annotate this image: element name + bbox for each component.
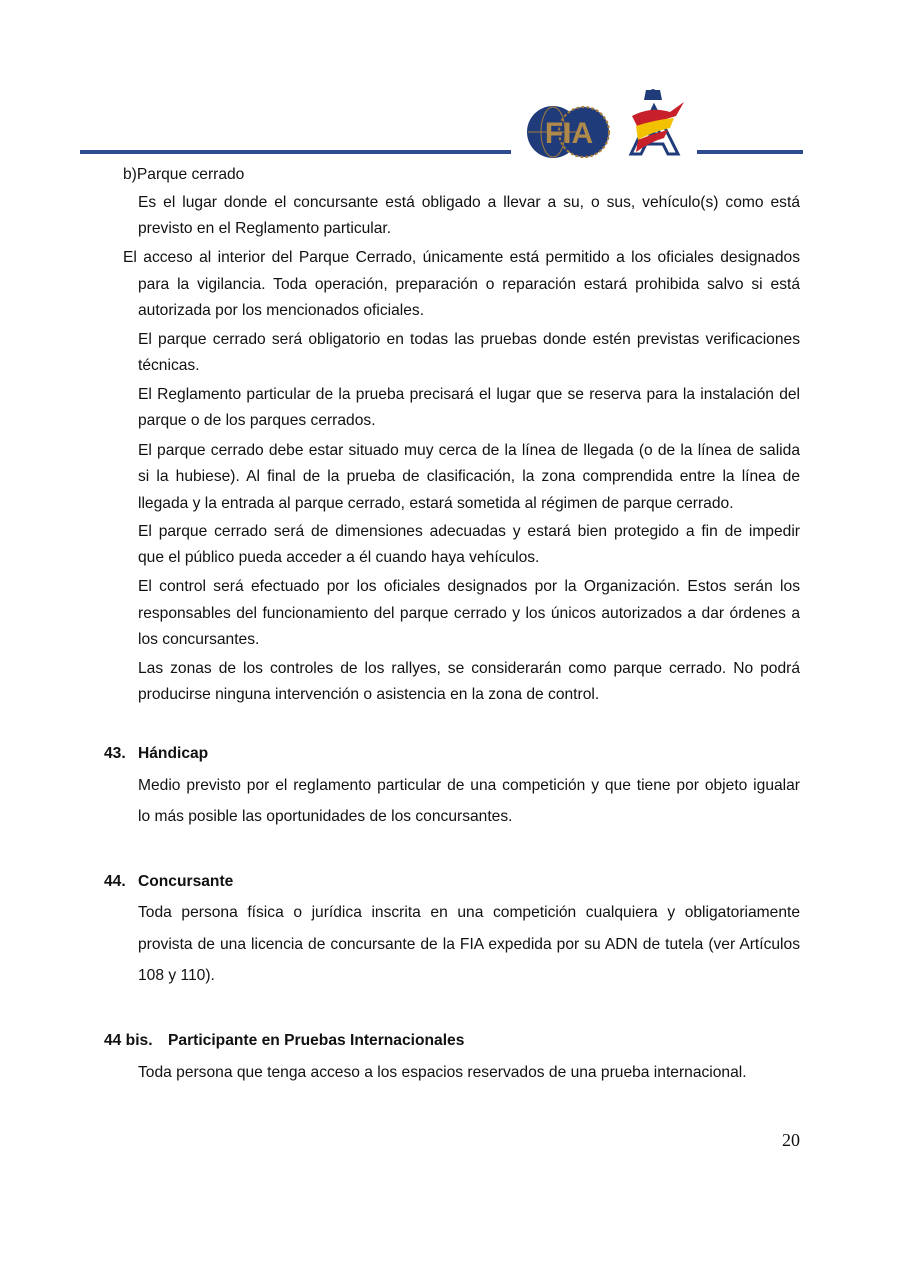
text-line: para la vigilancia. Toda operación, preparación o reparación estará prohibida salvo si está [138,276,800,293]
text-line: El control será efectuado por los oficiales designados por la Organización. Estos serán los [138,578,800,595]
text-line: El parque cerrado será obligatorio en todas las pruebas donde estén previstas verificaciones [138,331,800,348]
text-line: producirse ninguna intervención o asistencia en la zona de control. [138,686,600,703]
text-line: llegada y la entrada al parque cerrado, estará sometida al régimen de parque cerrado. [138,495,734,512]
text-line: El Reglamento particular de la prueba precisará el lugar que se reserva para la instalación del [138,386,800,403]
text-line: técnicas. [138,357,200,374]
section-heading: Participante en Pruebas Internacionales [168,1032,465,1049]
svg-text:FIA: FIA [544,117,594,150]
text-line: provista de una licencia de concursante de la FIA expedida por su ADN de tutela (ver Artículos [138,936,800,953]
section-heading: Hándicap [138,745,209,762]
text-line: autorizada por los mencionados oficiales. [138,302,425,319]
text-line: 108 y 110). [138,967,215,984]
text-line: previsto en el Reglamento particular. [138,220,392,237]
text-line: los concursantes. [138,631,260,648]
text-line: Toda persona que tenga acceso a los espacios reservados de una prueba internacional. [138,1064,747,1081]
page-number: 20 [782,1130,800,1150]
rfeda-logo [626,88,688,158]
text-line: si la hubiese). Al final de la prueba de clasificación, la zona comprendida entre la línea de [138,468,800,485]
text-line: Toda persona física o jurídica inscrita en una competición cualquiera y obligatoriamente [138,904,800,921]
text-line: El parque cerrado debe estar situado muy cerca de la línea de llegada (o de la línea de salida [138,442,800,459]
section-number: 44. [104,873,126,890]
text-line: El parque cerrado será de dimensiones adecuadas y estará bien protegido a fin de impedir [138,523,800,540]
text-line: b)Parque cerrado [123,166,245,183]
text-line: Las zonas de los controles de los rallyes, se considerarán como parque cerrado. No podrá [138,660,800,677]
section-number: 44 bis. [104,1032,153,1049]
text-line: El acceso al interior del Parque Cerrado, únicamente está permitido a los oficiales designados [123,249,800,266]
header-rule-right [697,150,803,154]
text-line: que el público pueda acceder a él cuando haya vehículos. [138,549,540,566]
text-line: parque o de los parques cerrados. [138,412,376,429]
text-line: Medio previsto por el reglamento particular de una competición y que tiene por objeto igualar [138,777,800,794]
text-line: Es el lugar donde el concursante está obligado a llevar a su, o sus, vehículo(s) como está [138,194,800,211]
header-rule-left [80,150,511,154]
text-line: responsables del funcionamiento del parque cerrado y los únicos autorizados a dar órdenes a [138,605,800,622]
fia-logo [527,103,611,161]
section-heading: Concursante [138,873,234,890]
section-number: 43. [104,745,126,762]
text-line: lo más posible las oportunidades de los concursantes. [138,808,513,825]
